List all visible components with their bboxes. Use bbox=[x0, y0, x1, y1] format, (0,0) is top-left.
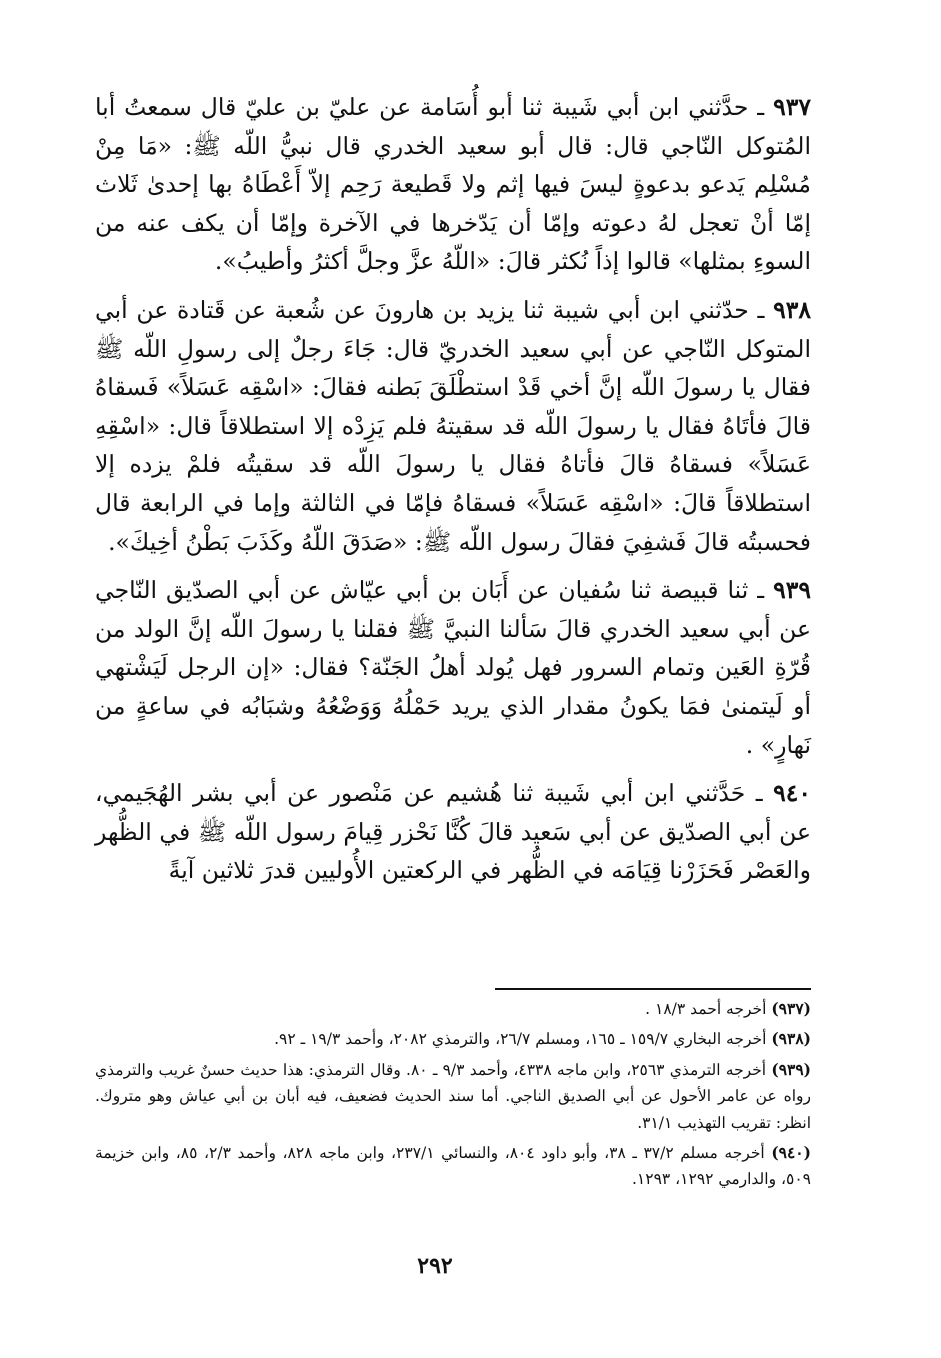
hadith-937 bbox=[95, 88, 811, 281]
footnote-940 bbox=[95, 1140, 811, 1193]
footnote-938 bbox=[95, 1026, 811, 1052]
footnote-text: أخرجه مسلم ٣٧/٢ ـ ٣٨، وأبو داود ٨٠٤، والنسائي ٢٣٧/١، وابن ماجه ٨٢٨، وأحمد ٢/٣، ٨٥، وابن خزيمة ٥٠٩، والدارمي ١٢٩٢، ١٢٩٣. bbox=[95, 1144, 811, 1189]
hadith-text: ـ ثنا قبيصة ثنا سُفيان عن أَبَان بن أبي عيّاش عن أبي الصدّيق النّاجي عن أبي سعيد الخدري قالَ سَألنا النبيَّ ﷺ فقلنا يا رسولَ اللّه إنَّ الولد من قُرّةِ العَين وتمام السرور فهل يُولد أهلُ الجَنّة؟ فقال: «إن الرجل لَيَشْتهي أو لَيتمنىٰ فمَا يكونُ مقدار الذي يريد حَمْلُهُ وَوَضْعُهُ وشبَابُه في ساعةٍ من نَهارٍ» . bbox=[95, 576, 811, 759]
hadith-text: ـ حدَّثني ابن أبي شَيبة ثنا أبو أُسَامة عن عليّ بن عليّ قال سمعتُ أبا المُتوكل النّاجي قال: قال أبو سعيد الخدري قال نبيُّ اللّه ﷺ: «مَا مِنْ مُسْلِم يَدعو بدعوةٍ ليسَ فيها إثم ولا قَطيعة رَحِم إلاّ أَعْطَاهُ بها إحدىٰ ثَلاث إمّا أنْ تعجل لهُ دعوته وإمّا أن يَدّخرها في الآخرة وإمّا أن يكف عنه من السوءِ بمثلها» قالوا إذاً نُكثر قالَ: «اللّهُ عزَّ وجلَّ أكثرُ وأطيبُ». bbox=[95, 93, 811, 276]
footnote-number: (٩٤٠) bbox=[771, 1143, 811, 1163]
footnote-text: أخرجه البخاري ١٥٩/٧ ـ ١٦٥، ومسلم ٢٦/٧، والترمذي ٢٠٨٢، وأحمد ١٩/٣ ـ ٩٢. bbox=[274, 1030, 767, 1049]
hadith-text: ـ حدّثني ابن أبي شيبة ثنا يزيد بن هارونَ عن شُعبة عن قَتادة عن أبي المتوكل النّاجي عن أبي سعيد الخدريّ قال: جَاءَ رجلٌ إلى رسولِ اللّه ﷺ فقال يا رسولَ اللّه إنَّ أخي قَدْ استطْلَقَ بَطنه فقالَ: «اسْقِه عَسَلاً» فَسقاهُ قالَ فأتَاهُ فقال يا رسولَ اللّه قد سقيتهُ فلم يَزِدْه إلا استطلاقاً قال: «اسْقِهِ عَسَلاً» فسقاهُ قالَ فأتاهُ فقال يا رسولَ اللّه قد سقيتُه فلمْ يزده إلا استطلاقاً قالَ: «اسْقِه عَسَلاً» فسقاهُ فإمّا في الثالثة وإما في الرابعة قال فحسبتُه قالَ فَشفِيَ فقالَ رسول اللّه ﷺ: «صَدَقَ اللّهُ وكَذَبَ بَطْنُ أخِيكَ». bbox=[95, 295, 811, 556]
footnote-divider bbox=[495, 988, 811, 990]
hadith-939 bbox=[95, 571, 811, 764]
footnote-number: (٩٣٨) bbox=[771, 1029, 811, 1049]
hadith-number: ٩٣٨ bbox=[773, 295, 811, 324]
page-number: ٢٩٢ bbox=[417, 1253, 453, 1279]
hadith-number: ٩٣٧ bbox=[773, 93, 811, 121]
footnote-937 bbox=[95, 996, 811, 1022]
main-text bbox=[95, 88, 811, 900]
footnote-text: أخرجه أحمد ١٨/٣ . bbox=[645, 1000, 767, 1018]
footnotes bbox=[95, 996, 811, 1197]
hadith-940 bbox=[95, 774, 811, 890]
footnote-number: (٩٣٩) bbox=[771, 1059, 812, 1079]
hadith-number: ٩٤٠ bbox=[773, 779, 811, 808]
hadith-938 bbox=[95, 291, 811, 561]
hadith-number: ٩٣٩ bbox=[773, 576, 811, 605]
hadith-text: ـ حَدَّثني ابن أبي شَيبة ثنا هُشيم عن مَنْصور عن أبي بشر الهُجَيمي، عن أبي الصدّيق عن أبي سَعيد قالَ كُنَّا نَحْزر قِيامَ رسول اللّه ﷺ في الظُّهر والعَصْر فَحَزَرْنا قِيَامَه في الظُّهر في الركعتين الأُوليين قدرَ ثلاثين آيةً bbox=[95, 779, 811, 885]
footnote-number: (٩٣٧) bbox=[771, 999, 811, 1018]
footnote-939 bbox=[95, 1057, 811, 1136]
footnote-text: أخرجه الترمذي ٢٥٦٣، وابن ماجه ٤٣٣٨، وأحمد ٩/٣ ـ ٨٠. وقال الترمذي: هذا حديث حسنٌ غريب والترمذي رواه عن عامر الأحول عن أبي الصديق الناجي. أما سند الحديث فضعيف، فيه أبان بن أبي عياش وهو متروك. انظر: تقريب التهذيب ٣١/١. bbox=[95, 1060, 811, 1132]
